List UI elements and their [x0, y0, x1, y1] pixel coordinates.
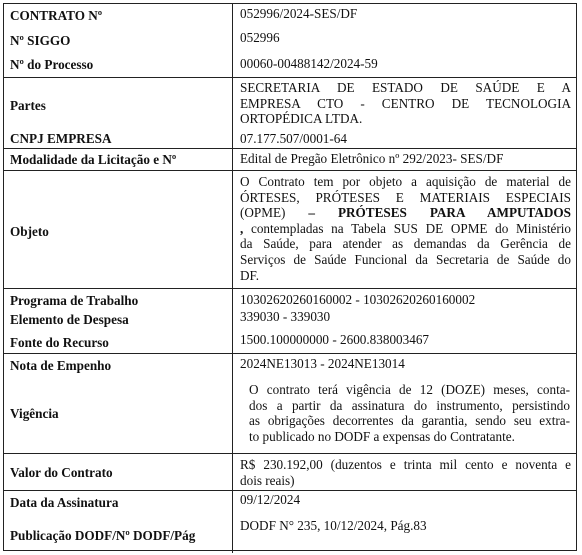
value-fonte: 1500.100000000 - 2600.838003467	[240, 332, 430, 347]
value-processo: 00060-00488142/2024-59	[240, 56, 378, 71]
value-contrato: 052996/2024-SES/DF	[240, 6, 358, 21]
label-partes: Partes	[10, 98, 46, 113]
label-modalidade: Modalidade da Licitação e Nº	[10, 152, 177, 167]
row-objeto	[4, 170, 576, 289]
label-assinatura: Data da Assinatura	[10, 495, 119, 510]
row-empenho-vigencia	[4, 353, 576, 454]
value-siggo: 052996	[240, 30, 280, 45]
label-vigencia: Vigência	[10, 406, 59, 421]
row-assinatura	[4, 490, 576, 553]
contract-table	[3, 3, 577, 551]
value-programa: 10302620260160002 - 10302620260160002	[240, 292, 476, 307]
value-modalidade: Edital de Pregão Eletrônico nº 292/2023- SES/DF	[240, 151, 504, 166]
value-assinatura: 09/12/2024	[240, 492, 301, 507]
value-objeto: O Contrato tem por objeto a aquisição de material de ÓRTESES, PRÓTESES E MATERIAIS ESPECIAIS (OPME) – PRÓTESES PARA AMPUTADOS , contempladas na Tabela SUS DE OPME do Ministério da Saúde, para atender as demandas da Gerência de Serviços de Saúde Funcional da Secretaria de Saúde do DF.	[240, 174, 571, 283]
label-fonte: Fonte do Recurso	[10, 335, 109, 350]
label-contrato: CONTRATO Nº	[10, 8, 103, 23]
label-cnpj: CNPJ EMPRESA	[10, 131, 112, 146]
row-orcamento	[4, 288, 576, 354]
label-processo: Nº do Processo	[10, 57, 94, 72]
row-modalidade	[4, 148, 576, 171]
value-publicacao: DODF N° 235, 10/12/2024, Pág.83	[240, 518, 427, 533]
row-partes	[4, 77, 576, 149]
label-publicacao: Publicação DODF/Nº DODF/Pág	[10, 528, 196, 543]
label-empenho: Nota de Empenho	[10, 358, 112, 373]
label-elemento: Elemento de Despesa	[10, 312, 129, 327]
row-identificacao	[4, 4, 576, 77]
label-programa: Programa de Trabalho	[10, 293, 139, 308]
objeto-destaque: – PRÓTESES PARA AMPUTADOS	[308, 205, 571, 221]
value-partes: SECRETARIA DE ESTADO DE SAÚDE E A EMPRESA CTO - CENTRO DE TECNOLOGIA ORTOPÉDICA LTDA.	[240, 80, 571, 127]
value-empenho: 2024NE13013 - 2024NE13014	[240, 356, 405, 371]
label-objeto: Objeto	[10, 224, 49, 239]
label-siggo: Nº SIGGO	[10, 33, 71, 48]
value-valor: R$ 230.192,00 (duzentos e trinta mil cento e noventa e dois reais)	[240, 457, 571, 488]
label-valor: Valor do Contrato	[10, 465, 113, 480]
value-cnpj: 07.177.507/0001-64	[240, 131, 347, 146]
row-valor	[4, 453, 576, 491]
value-elemento: 339030 - 339030	[240, 309, 331, 324]
value-vigencia: O contrato terá vigência de 12 (DOZE) meses, conta- dos a partir da assinatura do instrumento, persistindo as obrigações decorrentes da garantia, sendo seu extra- to publicado no DODF a expensas do Contratante.	[249, 382, 570, 444]
